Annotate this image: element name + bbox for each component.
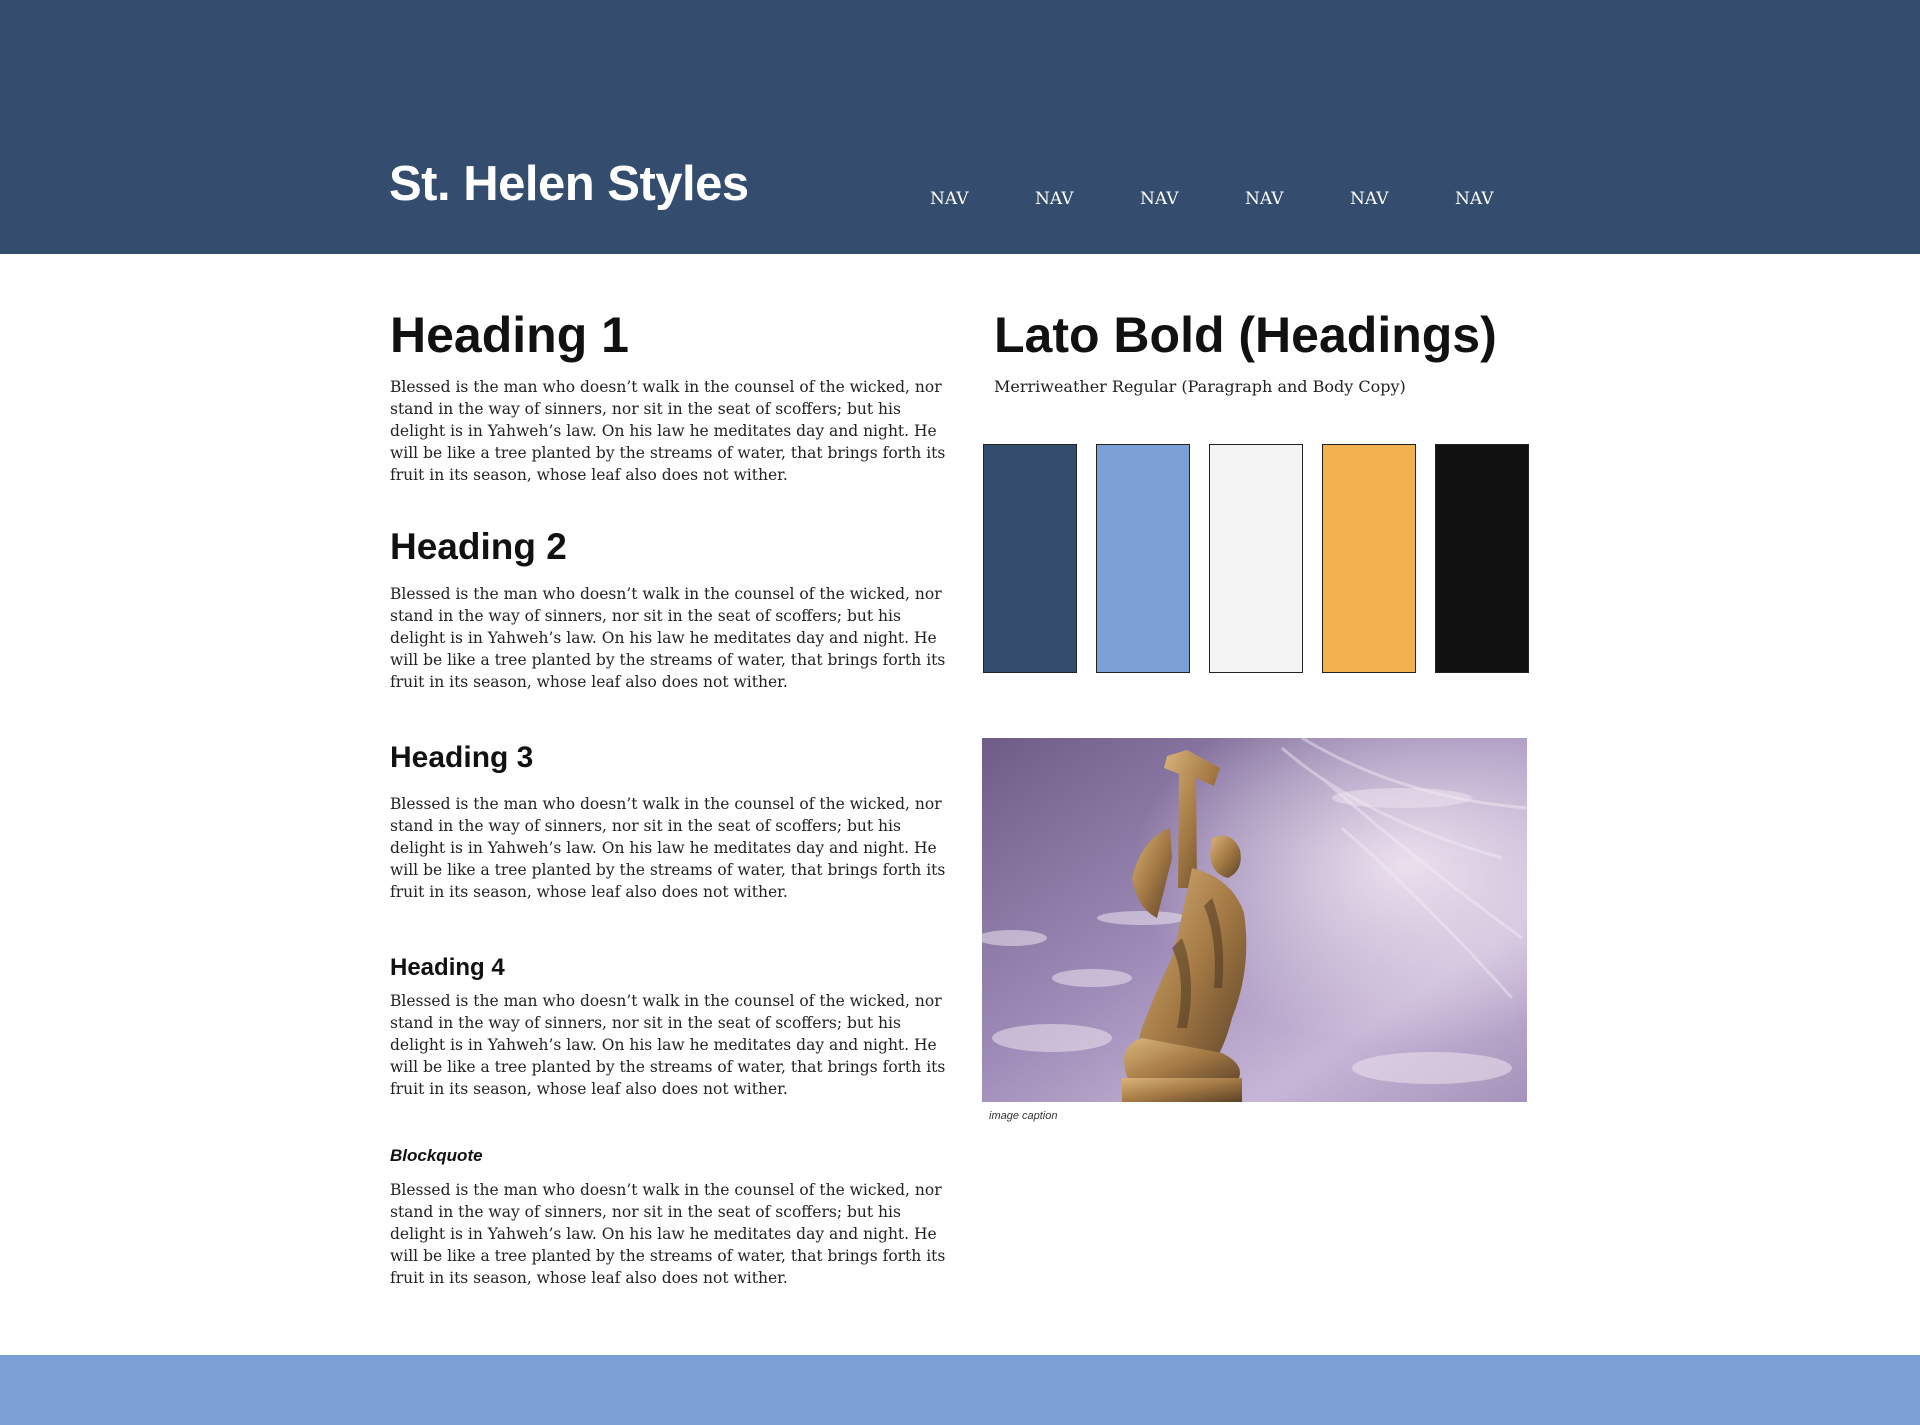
heading-4: Heading 4 bbox=[390, 954, 505, 981]
nav-item-3[interactable]: NAV bbox=[1140, 189, 1179, 209]
nav-item-4[interactable]: NAV bbox=[1245, 189, 1284, 209]
color-swatch-light-blue bbox=[1096, 444, 1190, 673]
main-nav bbox=[0, 189, 1920, 213]
site-header bbox=[0, 0, 1920, 254]
nav-item-2[interactable]: NAV bbox=[1035, 189, 1074, 209]
heading-3: Heading 3 bbox=[390, 741, 534, 774]
blockquote-label: Blockquote bbox=[390, 1146, 483, 1165]
statue-image bbox=[982, 738, 1527, 1102]
paragraph-3: Blessed is the man who doesn’t walk in the counsel of the wicked, nor stand in the way of sinners, nor sit in the seat of scoffers; but his delight is in Yahweh’s law. On his law he meditates day and night. He will be like a tree planted by the streams of water, that brings forth its fruit in its season, whose leaf also does not wither. bbox=[390, 795, 946, 901]
image-caption: image caption bbox=[989, 1110, 1058, 1122]
nav-item-6[interactable]: NAV bbox=[1455, 189, 1494, 209]
site-title[interactable]: St. Helen Styles bbox=[389, 157, 749, 211]
color-swatch-black bbox=[1435, 444, 1529, 673]
paragraph-1: Blessed is the man who doesn’t walk in the counsel of the wicked, nor stand in the way of sinners, nor sit in the seat of scoffers; but his delight is in Yahweh’s law. On his law he meditates day and night. He will be like a tree planted by the streams of water, that brings forth its fruit in its season, whose leaf also does not wither. bbox=[390, 378, 946, 484]
site-footer bbox=[0, 1355, 1920, 1425]
body-font-sample: Merriweather Regular (Paragraph and Body Copy) bbox=[994, 377, 1406, 396]
color-swatch-off-white bbox=[1209, 444, 1303, 673]
blockquote-text: Blessed is the man who doesn’t walk in the counsel of the wicked, nor stand in the way of sinners, nor sit in the seat of scoffers; but his delight is in Yahweh’s law. On his law he meditates day and night. He will be like a tree planted by the streams of water, that brings forth its fruit in its season, whose leaf also does not wither. bbox=[390, 1181, 946, 1287]
color-swatch-navy bbox=[983, 444, 1077, 673]
nav-item-5[interactable]: NAV bbox=[1350, 189, 1389, 209]
paragraph-2: Blessed is the man who doesn’t walk in the counsel of the wicked, nor stand in the way of sinners, nor sit in the seat of scoffers; but his delight is in Yahweh’s law. On his law he meditates day and night. He will be like a tree planted by the streams of water, that brings forth its fruit in its season, whose leaf also does not wither. bbox=[390, 585, 946, 691]
heading-font-sample: Lato Bold (Headings) bbox=[994, 307, 1497, 363]
nav-item-1[interactable]: NAV bbox=[930, 189, 969, 209]
color-swatch-orange bbox=[1322, 444, 1416, 673]
heading-1: Heading 1 bbox=[390, 307, 629, 363]
heading-2: Heading 2 bbox=[390, 526, 567, 567]
paragraph-4: Blessed is the man who doesn’t walk in the counsel of the wicked, nor stand in the way of sinners, nor sit in the seat of scoffers; but his delight is in Yahweh’s law. On his law he meditates day and night. He will be like a tree planted by the streams of water, that brings forth its fruit in its season, whose leaf also does not wither. bbox=[390, 992, 946, 1098]
statue-photo bbox=[982, 738, 1527, 1102]
